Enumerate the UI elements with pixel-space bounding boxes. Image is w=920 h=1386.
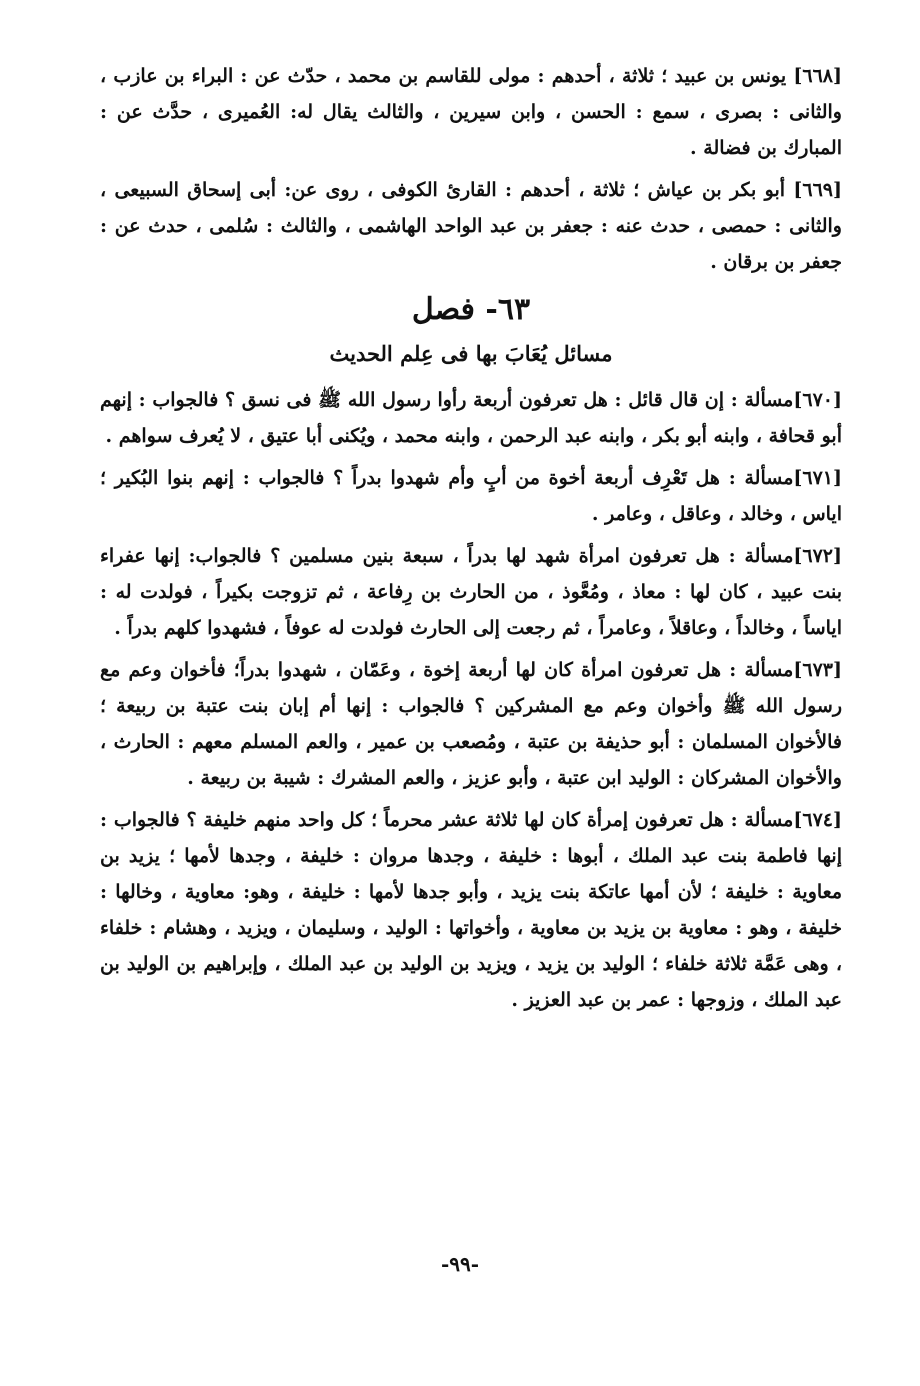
question-number: [٦٧٣] <box>793 659 842 681</box>
section-title: ٦٣- فصل <box>411 292 531 327</box>
question-number: [٦٧١] <box>793 467 842 489</box>
entry-number: [٦٦٩] <box>793 179 843 201</box>
question-672 <box>100 538 842 646</box>
question-text: هل تعرفون إمرأة كان لها ثلاثة عشر محرماً ؛ كل واحد منهم خليفة ؟ فالجواب : إنها فاطمة بنت عبد الملك ، أبوها : خليفة ، وجدها مروان : خليفة ، وجدها لأمها ؛ يزيد بن معاوية : خليفة ؛ لأن أمها عاتكة بنت يزيد ، وأبو جدها لأمها : خليفة ، وهو: معاوية ، وخالها : خليفة ، وهو : معاوية بن يزيد بن معاوية ، وأخواتها : الوليد ، وسليمان ، ويزيد ، وهشام : خلفاء ، وهى عَمَّة ثلاثة خلفاء ؛ الوليد بن يزيد ، ويزيد بن الوليد بن عبد الملك ، وإبراهيم بن الوليد بن عبد الملك ، وزوجها : عمر بن عبد العزيز . <box>100 809 842 1011</box>
question-text: هل تعرفون امرأة كان لها أربعة إخوة ، وعَمّان ، شهدوا بدراً؛ فأخوان وعم مع رسول الله ﷺ وأخوان وعم مع المشركين ؟ فالجواب : إنها أم إبان بنت عتبة بن ربيعة ؛ فالأخوان المسلمان : أبو حذيفة بن عتبة ، ومُصعب بن عمير ، والعم المسلم معهم : الحارث ، والأخوان المشركان : الوليد ابن عتبة ، وأبو عزيز ، والعم المشرك : شيبة بن ربيعة . <box>100 659 842 789</box>
question-670 <box>100 382 842 454</box>
question-number: [٦٧٠] <box>793 389 842 411</box>
entry-669 <box>100 172 842 280</box>
question-674 <box>100 802 842 1018</box>
question-label: مسألة : <box>730 389 794 411</box>
section-subtitle: مسائل يُعَابَ بها فى عِلم الحديث <box>329 341 613 366</box>
question-label: مسألة : <box>729 659 794 681</box>
question-text: إن قال قائل : هل تعرفون أربعة رأوا رسول الله ﷺ فى نسق ؟ فالجواب : إنهم أبو قحافة ، وابنه أبو بكر ، وابنه عبد الرحمن ، وابنه محمد ، ويُكنى أبا عتيق ، لا يُعرف سواهم . <box>100 389 842 447</box>
question-text: هل تَعْرِف أربعة أخوة من أبٍ وأم شهدوا بدراً ؟ فالجواب : إنهم بنوا البُكير ؛ اياس ، وخالد ، وعاقل ، وعامر . <box>100 467 842 525</box>
entry-number: [٦٦٨] <box>793 65 842 87</box>
question-671 <box>100 460 842 532</box>
question-number: [٦٧٢] <box>793 545 842 567</box>
question-label: مسألة : <box>730 809 794 831</box>
entry-text: أبو بكر بن عياش ؛ ثلاثة ، أحدهم : القارئ الكوفى ، روى عن: أبى إسحاق السبيعى ، والثانى : حمصى ، حدث عنه : جعفر بن عبد الواحد الهاشمى ، والثالث : سُلمى ، حدث عن : جعفر بن برقان . <box>100 179 842 273</box>
question-673 <box>100 652 842 796</box>
question-text: هل تعرفون امرأة شهد لها بدراً ، سبعة بنين مسلمين ؟ فالجواب: إنها عفراء بنت عبيد ، كان لها : معاذ ، ومُعَّوذ ، من الحارث بن رِفاعة ، ثم تزوجت بكيراً ، فولدت له : اياساً ، وخالداً ، وعاقلاً ، وعامراً ، ثم رجعت إلى الحارث فولدت له عوفاً ، فشهدوا كلهم بدراً . <box>100 545 842 639</box>
question-label: مسألة : <box>728 545 794 567</box>
question-label: مسألة : <box>728 467 794 489</box>
entry-668 <box>100 58 842 166</box>
entry-text: يونس بن عبيد ؛ ثلاثة ، أحدهم : مولى للقاسم بن محمد ، حدّث عن : البراء بن عازب ، والثانى : بصرى ، سمع : الحسن ، وابن سيرين ، والثالث يقال له: العُميرى ، حدَّث عن : المبارك بن فضالة . <box>100 65 842 159</box>
question-number: [٦٧٤] <box>793 809 842 831</box>
page-number: -٩٩- <box>440 1252 480 1276</box>
